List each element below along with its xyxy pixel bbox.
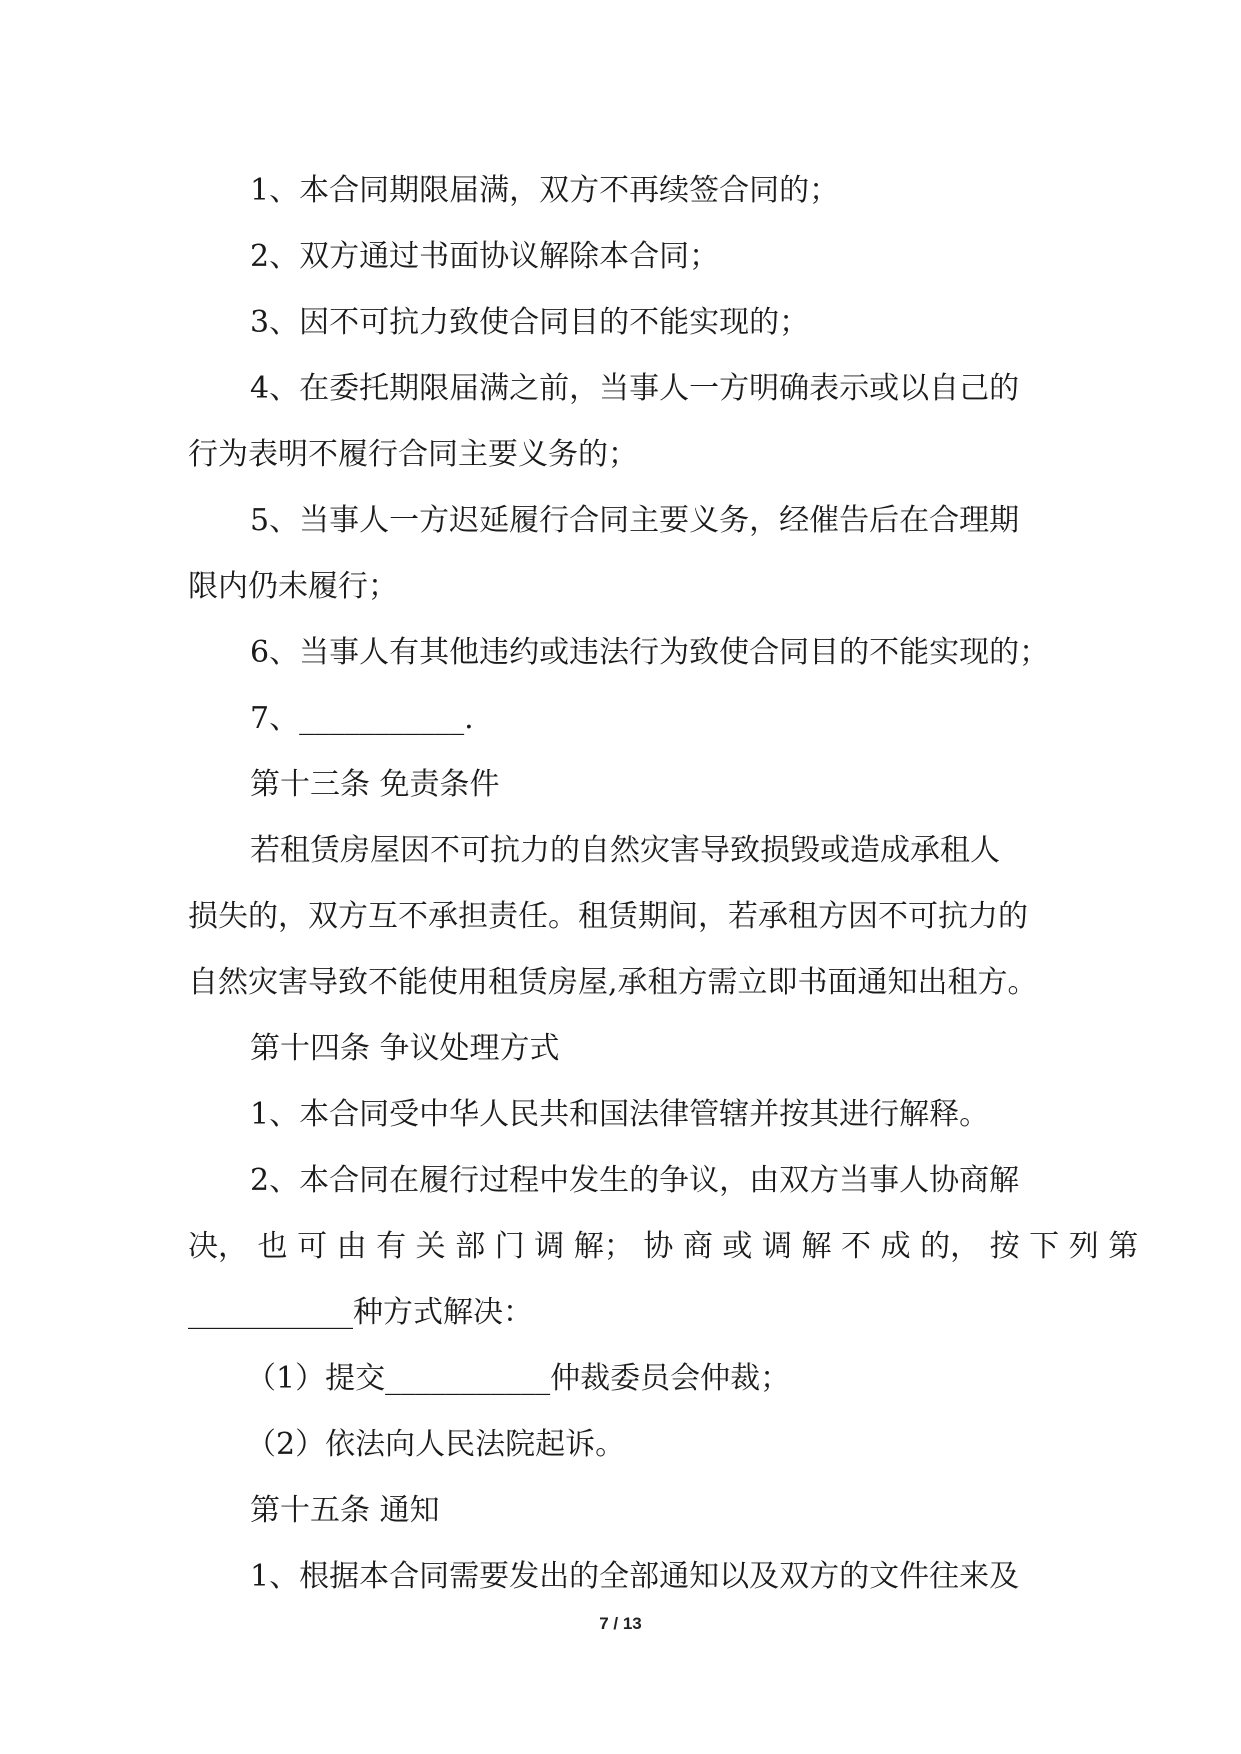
article-14-item-2: 2、本合同在履行过程中发生的争议，由双方当事人协商解 xyxy=(250,1163,1020,1198)
clause-item-2: 2、双方通过书面协议解除本合同； xyxy=(250,239,720,274)
clause-item-6: 6、当事人有其他违约或违法行为致使合同目的不能实现的； xyxy=(250,635,1050,670)
page-number: 7 / 13 xyxy=(599,1614,642,1633)
clause-item-5-continued: 限内仍未履行； xyxy=(188,569,398,604)
article-13-heading: 第十三条 免责条件 xyxy=(250,767,500,802)
dispute-option-2: （2）依法向人民法院起诉。 xyxy=(246,1427,626,1462)
article-15-heading: 第十五条 通知 xyxy=(250,1493,440,1528)
document-body xyxy=(188,158,1139,1610)
article-14-item-2-line-3: ___________种方式解决： xyxy=(188,1295,533,1330)
article-15-item-1: 1、根据本合同需要发出的全部通知以及双方的文件往来及 xyxy=(250,1559,1020,1594)
clause-item-3: 3、因不可抗力致使合同目的不能实现的； xyxy=(250,305,810,340)
article-13-paragraph-line-3: 自然灾害导致不能使用租赁房屋,承租方需立即书面通知出租方。 xyxy=(188,965,1038,1000)
article-14-item-2-line-2: 决， 也 可 由 有 关 部 门 调 解； 协 商 或 调 解 不 成 的， 按 下 列 第 xyxy=(188,1229,1139,1264)
dispute-option-1: （1）提交___________仲裁委员会仲裁； xyxy=(246,1361,791,1396)
article-14-heading: 第十四条 争议处理方式 xyxy=(250,1031,560,1066)
clause-item-7: 7、___________. xyxy=(250,701,474,736)
clause-item-4-continued: 行为表明不履行合同主要义务的； xyxy=(188,437,638,472)
clause-item-5: 5、当事人一方迟延履行合同主要义务，经催告后在合理期 xyxy=(250,503,1020,538)
clause-item-4: 4、在委托期限届满之前，当事人一方明确表示或以自己的 xyxy=(250,371,1020,406)
article-13-paragraph: 若租赁房屋因不可抗力的自然灾害导致损毁或造成承租人 xyxy=(250,833,1000,868)
article-13-paragraph-line-2: 损失的，双方互不承担责任。租赁期间，若承租方因不可抗力的 xyxy=(188,899,1028,934)
article-14-item-1: 1、本合同受中华人民共和国法律管辖并按其进行解释。 xyxy=(250,1097,990,1132)
clause-item-1: 1、本合同期限届满，双方不再续签合同的； xyxy=(250,173,840,208)
